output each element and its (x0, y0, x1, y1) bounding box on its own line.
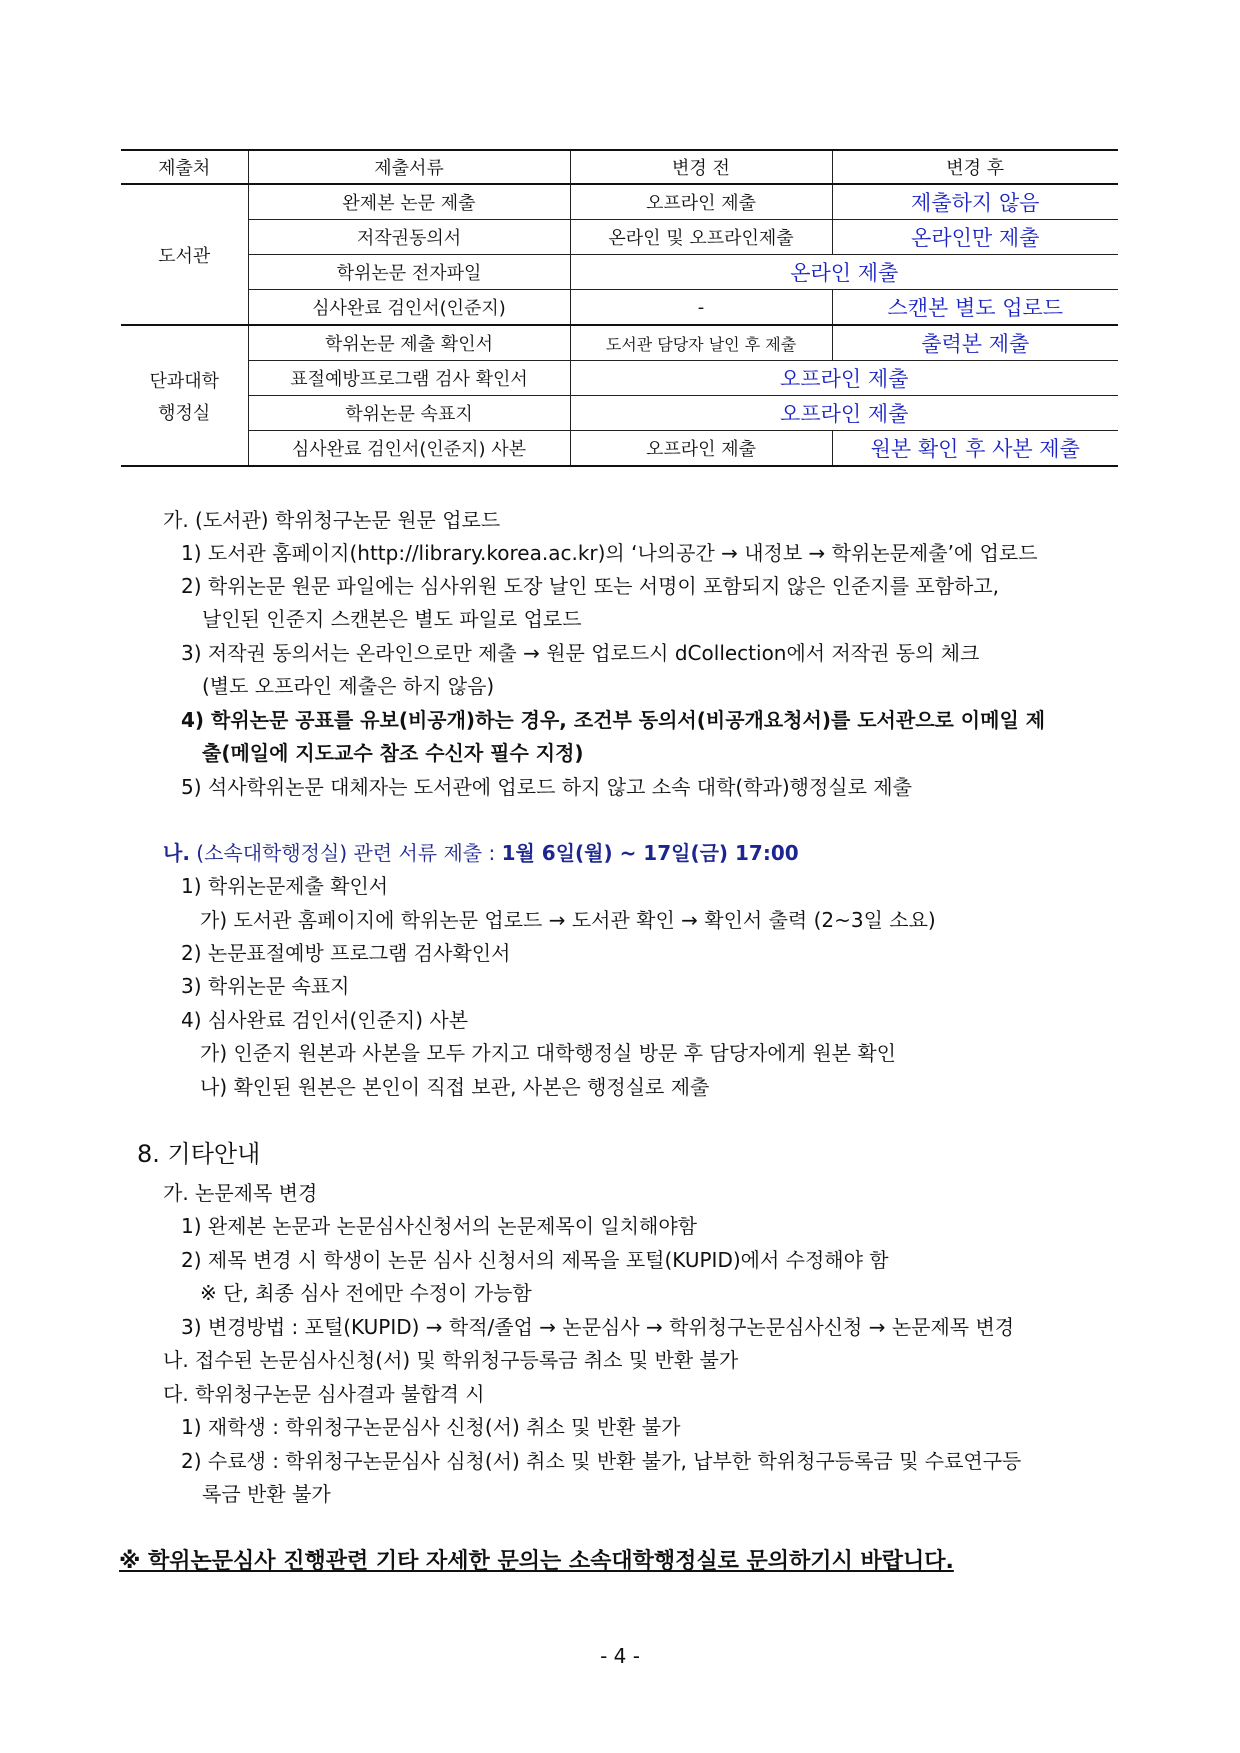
section-na-prefix: 나. (163, 841, 190, 865)
table-header-row (121, 150, 1118, 184)
list-item-continued: 날인된 인준지 스캔본은 별도 파일로 업로드 (202, 607, 582, 631)
table-row (121, 361, 1118, 396)
header-destination: 제출처 (121, 150, 248, 184)
header-after: 변경 후 (832, 150, 1118, 184)
group-library: 도서관 (121, 184, 248, 325)
cell-before: 온라인 및 오프라인제출 (570, 220, 832, 255)
list-item: 5) 석사학위논문 대체자는 도서관에 업로드 하지 않고 소속 대학(학과)행정실로 제출 (181, 775, 912, 799)
header-document: 제출서류 (248, 150, 570, 184)
cell-doc: 학위논문 제출 확인서 (248, 325, 570, 361)
sub-list-item: 나) 확인된 원본은 본인이 직접 보관, 사본은 행정실로 제출 (200, 1075, 710, 1099)
group-college-line2: 행정실 (158, 402, 211, 424)
list-item: 4) 심사완료 검인서(인준지) 사본 (181, 1008, 469, 1032)
cell-doc: 저작권동의서 (248, 220, 570, 255)
submission-change-table (121, 149, 1118, 467)
cell-doc: 심사완료 검인서(인준지) 사본 (248, 431, 570, 467)
list-item-emphasis-continued: 출(메일에 지도교수 참조 수신자 필수 지정) (202, 741, 584, 765)
cell-doc: 완제본 논문 제출 (248, 184, 570, 220)
list-item: 2) 제목 변경 시 학생이 논문 심사 신청서의 제목을 포털(KUPID)에서 수정해야 함 (181, 1248, 889, 1272)
cell-before: - (570, 290, 832, 326)
cell-before: 도서관 담당자 날인 후 제출 (570, 325, 832, 361)
cell-merged: 온라인 제출 (570, 255, 1118, 290)
list-item: 2) 수료생 : 학위청구논문심사 심청(서) 취소 및 반환 불가, 납부한 학위청구등록금 및 수료연구등 (181, 1449, 1022, 1473)
inquiry-notice: ※ 학위논문심사 진행관련 기타 자세한 문의는 소속대학행정실로 문의하기시 바랍니다. (119, 1549, 954, 1574)
list-item: 1) 재학생 : 학위청구논문심사 신청(서) 취소 및 반환 불가 (181, 1415, 681, 1439)
list-item: 1) 도서관 홈페이지(http://library.korea.ac.kr)의 ‘나의공간 → 내정보 → 학위논문제출’에 업로드 (181, 541, 1038, 565)
page-number: - 4 - (600, 1644, 640, 1668)
list-item: 2) 논문표절예방 프로그램 검사확인서 (181, 941, 511, 965)
list-item-emphasis: 4) 학위논문 공표를 유보(비공개)하는 경우, 조건부 동의서(비공개요청서)를 도서관으로 이메일 제 (181, 708, 1046, 732)
cell-before: 오프라인 제출 (570, 184, 832, 220)
section-na-label: (소속대학행정실) 관련 서류 제출 : (189, 841, 502, 865)
table-row (121, 290, 1118, 326)
sub-list-item: 가) 인준지 원본과 사본을 모두 가지고 대학행정실 방문 후 담당자에게 원본 확인 (200, 1041, 896, 1065)
note-item: ※ 단, 최종 심사 전에만 수정이 가능함 (200, 1281, 532, 1305)
list-item: 2) 학위논문 원문 파일에는 심사위원 도장 날인 또는 서명이 포함되지 않은 인준지를 포함하고, (181, 574, 1000, 598)
cell-doc: 학위논문 속표지 (248, 396, 570, 431)
table-row (121, 396, 1118, 431)
cell-merged: 오프라인 제출 (570, 361, 1118, 396)
cell-doc: 표절예방프로그램 검사 확인서 (248, 361, 570, 396)
list-item: 3) 학위논문 속표지 (181, 974, 350, 998)
cell-doc: 심사완료 검인서(인준지) (248, 290, 570, 326)
sub-list-item: 가) 도서관 홈페이지에 학위논문 업로드 → 도서관 확인 → 확인서 출력 (2~3일 소요) (200, 908, 936, 932)
cell-doc: 학위논문 전자파일 (248, 255, 570, 290)
list-item-continued: 록금 반환 불가 (202, 1482, 331, 1506)
group-college-line1: 단과대학 (149, 370, 220, 392)
section-8-ga: 가. 논문제목 변경 (163, 1181, 318, 1205)
table-row (121, 184, 1118, 220)
section-na-deadline: 1월 6일(월) ~ 17일(금) 17:00 (501, 841, 799, 865)
cell-after: 원본 확인 후 사본 제출 (832, 431, 1118, 467)
list-item: 1) 완제본 논문과 논문심사신청서의 논문제목이 일치해야함 (181, 1214, 697, 1238)
cell-after: 출력본 제출 (832, 325, 1118, 361)
group-college-office (121, 325, 248, 466)
cell-after: 스캔본 별도 업로드 (832, 290, 1118, 326)
table-row (121, 220, 1118, 255)
cell-after: 제출하지 않음 (832, 184, 1118, 220)
cell-before: 오프라인 제출 (570, 431, 832, 467)
section-na-title (163, 839, 799, 867)
list-item-continued: (별도 오프라인 제출은 하지 않음) (202, 674, 495, 698)
list-item: 3) 변경방법 : 포털(KUPID) → 학적/졸업 → 논문심사 → 학위청구논문심사신청 → 논문제목 변경 (181, 1315, 1015, 1339)
table-row (121, 325, 1118, 361)
section-8-na: 나. 접수된 논문심사신청(서) 및 학위청구등록금 취소 및 반환 불가 (163, 1348, 739, 1372)
section-8-title: 8. 기타안내 (137, 1140, 261, 1168)
section-ga-title: 가. (도서관) 학위청구논문 원문 업로드 (163, 508, 501, 532)
cell-merged: 오프라인 제출 (570, 396, 1118, 431)
table-row (121, 431, 1118, 467)
list-item: 1) 학위논문제출 확인서 (181, 874, 389, 898)
cell-after: 온라인만 제출 (832, 220, 1118, 255)
list-item: 3) 저작권 동의서는 온라인으로만 제출 → 원문 업로드시 dCollection에서 저작권 동의 체크 (181, 641, 980, 665)
table-row (121, 255, 1118, 290)
header-before: 변경 전 (570, 150, 832, 184)
section-8-da: 다. 학위청구논문 심사결과 불합격 시 (163, 1382, 485, 1406)
